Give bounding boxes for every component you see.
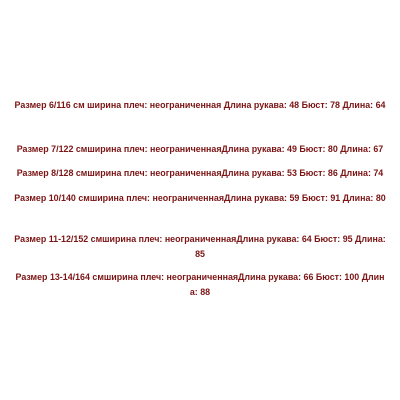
size-row-6: Размер 6/116 см ширина плеч: неограниченная Длина рукава: 48 Бюст: 78 Длина: 64	[14, 100, 386, 110]
size-row-7: Размер 7/122 смширина плеч: неограниченнаяДлина рукава: 49 Бюст: 80 Длина: 67	[16, 144, 384, 154]
size-row-13-14: Размер 13-14/164 смширина плеч: неограниченнаяДлина рукава: 66 Бюст: 100 Длина: 88	[15, 272, 385, 297]
size-row-11-12: Размер 11-12/152 смширина плеч: неограниченнаяДлина рукава: 64 Бюст: 95 Длина: 85	[14, 234, 386, 259]
size-row-10: Размер 10/140 смширина плеч: неограниченнаяДлина рукава: 59 Бюст: 91 Длина: 80	[14, 193, 386, 203]
size-row-8: Размер 8/128 смширина плеч: неограниченнаяДлина рукава: 53 Бюст: 86 Длина: 74	[16, 168, 384, 178]
